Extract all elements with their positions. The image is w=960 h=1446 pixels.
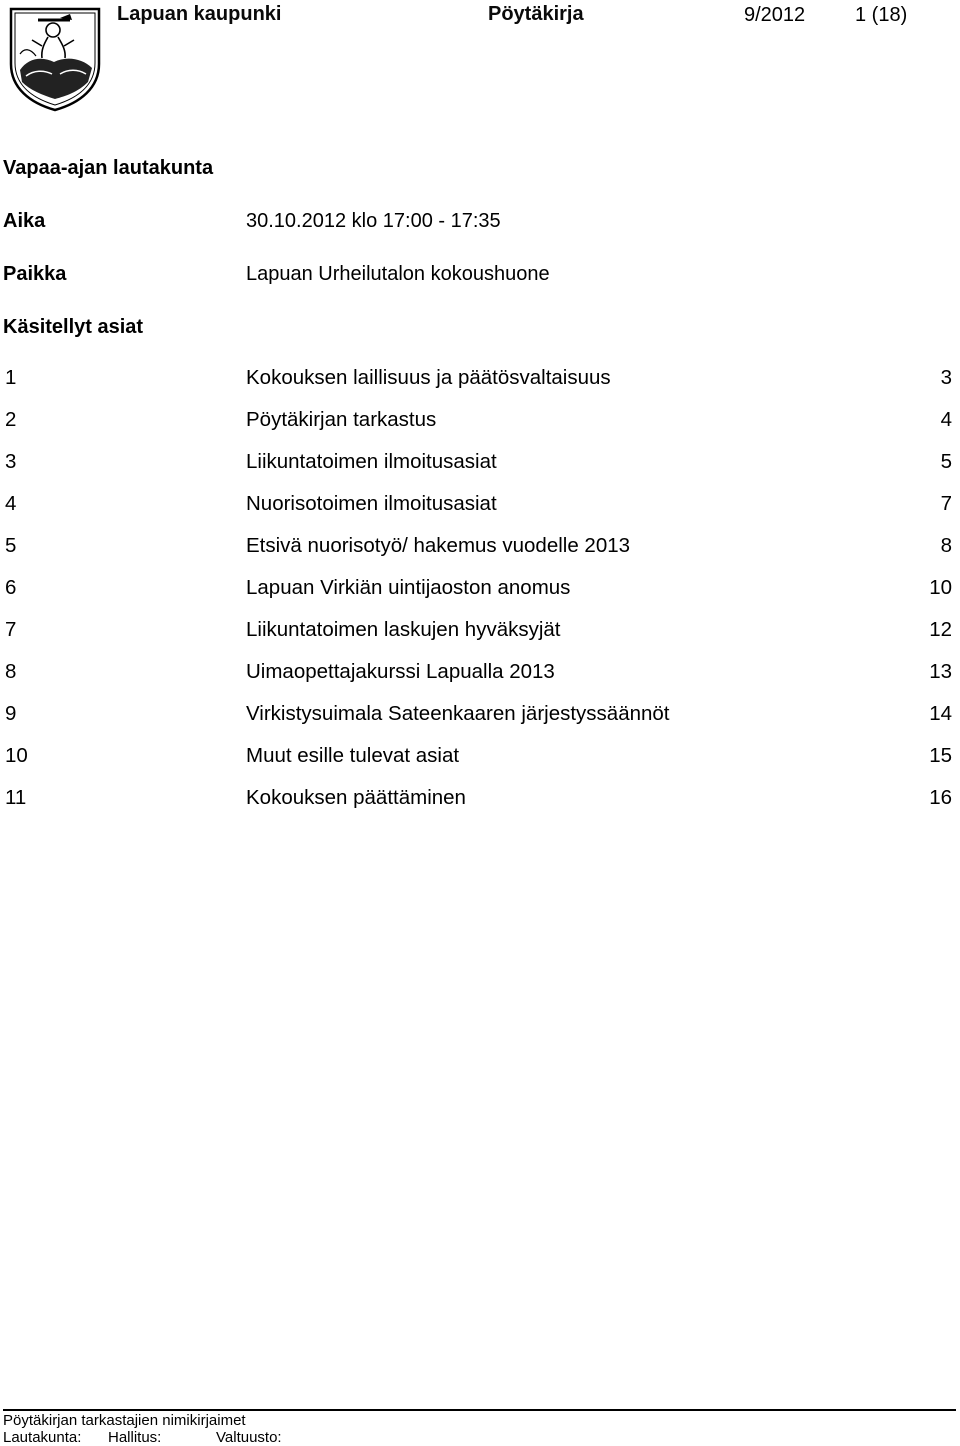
agenda-item-number: 8 xyxy=(5,660,17,683)
agenda-item-number: 2 xyxy=(5,408,17,431)
agenda-list xyxy=(0,366,960,828)
agenda-item-number: 9 xyxy=(5,702,17,725)
agenda-item-title: Lapuan Virkiän uintijaoston anomus xyxy=(246,576,571,599)
agenda-item-page: 16 xyxy=(929,786,952,809)
agenda-item-title: Muut esille tulevat asiat xyxy=(246,744,460,767)
time-value: 30.10.2012 klo 17:00 - 17:35 xyxy=(246,210,501,232)
agenda-item-number: 5 xyxy=(5,534,17,557)
agenda-item-page: 8 xyxy=(940,534,952,557)
page-info: 1 (18) xyxy=(855,4,908,26)
lapua-coat-of-arms-icon xyxy=(8,6,102,112)
agenda-item xyxy=(0,660,960,702)
agenda-item-number: 4 xyxy=(5,492,17,515)
footer-valtuusto-label: Valtuusto: xyxy=(216,1429,282,1446)
agenda-item-page: 4 xyxy=(940,408,952,431)
agenda-item xyxy=(0,366,960,408)
agenda-item-number: 3 xyxy=(5,450,17,473)
agenda-item xyxy=(0,534,960,576)
agenda-item-number: 11 xyxy=(5,786,27,809)
footer-hallitus-label: Hallitus: xyxy=(108,1429,162,1446)
agenda-item-page: 12 xyxy=(929,618,952,641)
agenda-item-number: 7 xyxy=(5,618,17,641)
document-number: 9/2012 xyxy=(744,4,806,26)
agenda-item-number: 10 xyxy=(5,744,28,767)
agenda-item xyxy=(0,702,960,744)
agenda-item-title: Kokouksen päättäminen xyxy=(246,786,466,809)
agenda-item-page: 14 xyxy=(929,702,952,725)
document-type: Pöytäkirja xyxy=(488,3,584,25)
place-value: Lapuan Urheilutalon kokoushuone xyxy=(246,263,550,285)
footer-divider xyxy=(3,1409,956,1411)
agenda-item-title: Pöytäkirjan tarkastus xyxy=(246,408,437,431)
agenda-item-page: 3 xyxy=(940,366,952,389)
agenda-item-title: Uimaopettajakurssi Lapualla 2013 xyxy=(246,660,555,683)
agenda-item-page: 15 xyxy=(929,744,952,767)
agenda-item-title: Kokouksen laillisuus ja päätösvaltaisuus xyxy=(246,366,611,389)
time-label: Aika xyxy=(3,210,46,232)
agenda-heading: Käsitellyt asiat xyxy=(3,316,144,338)
agenda-item-title: Etsivä nuorisotyö/ hakemus vuodelle 2013 xyxy=(246,534,631,557)
agenda-item-page: 13 xyxy=(929,660,952,683)
footer-lautakunta-label: Lautakunta: xyxy=(3,1429,82,1446)
agenda-item xyxy=(0,450,960,492)
agenda-item xyxy=(0,576,960,618)
agenda-item-title: Liikuntatoimen ilmoitusasiat xyxy=(246,450,497,473)
agenda-item-title: Nuorisotoimen ilmoitusasiat xyxy=(246,492,497,515)
agenda-item-page: 10 xyxy=(929,576,952,599)
agenda-item xyxy=(0,492,960,534)
agenda-item-page: 5 xyxy=(940,450,952,473)
agenda-item-number: 1 xyxy=(5,366,17,389)
committee-title: Vapaa-ajan lautakunta xyxy=(3,157,214,179)
agenda-item xyxy=(0,786,960,828)
organization-name: Lapuan kaupunki xyxy=(117,3,282,25)
agenda-item-number: 6 xyxy=(5,576,17,599)
agenda-item xyxy=(0,744,960,786)
agenda-item-title: Virkistysuimala Sateenkaaren järjestyssäännöt xyxy=(246,702,670,725)
agenda-item xyxy=(0,618,960,660)
place-label: Paikka xyxy=(3,263,67,285)
footer-title: Pöytäkirjan tarkastajien nimikirjaimet xyxy=(3,1412,246,1429)
agenda-item-title: Liikuntatoimen laskujen hyväksyjät xyxy=(246,618,561,641)
agenda-item xyxy=(0,408,960,450)
agenda-item-page: 7 xyxy=(940,492,952,515)
